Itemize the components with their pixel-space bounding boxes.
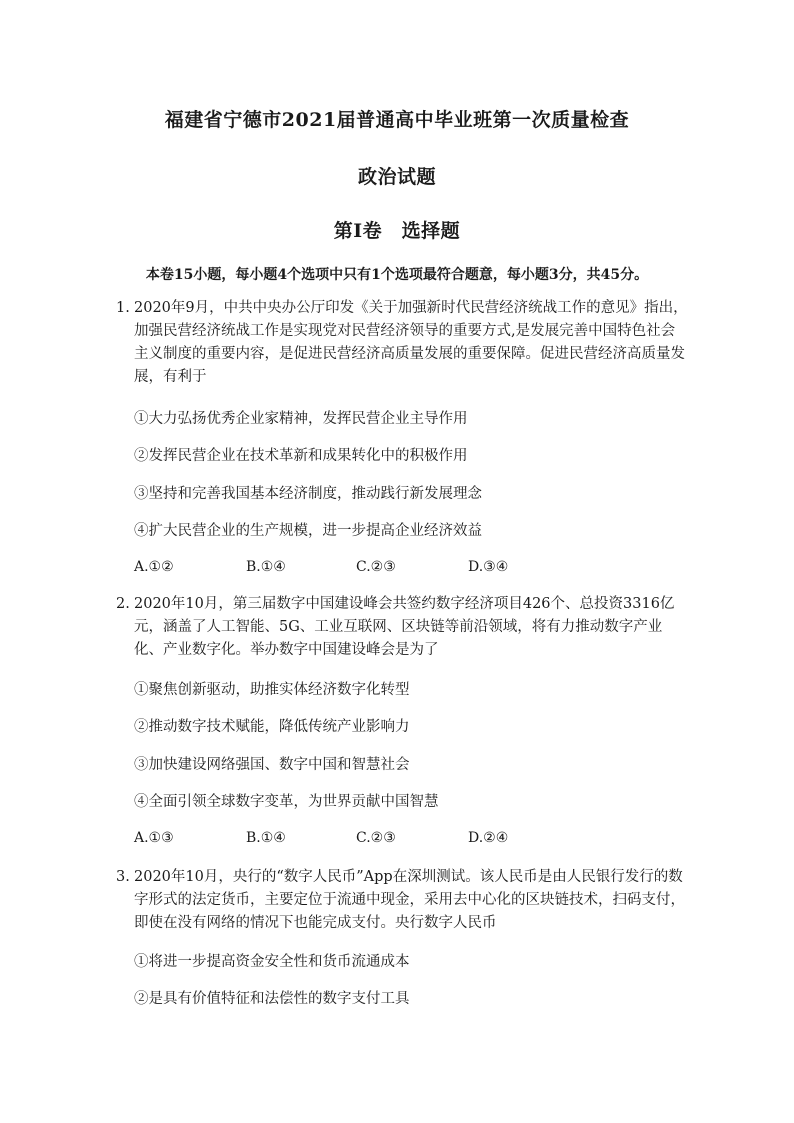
question-number: 3.: [116, 869, 130, 885]
question-stem: 2020年9月，中共中央办公厅印发《关于加强新时代民营经济统战工作的意见》指出，加强民营经济统战工作是实现党对民营经济领导的重要方式,是发展完善中国特色社会主义制度的重要内容，是促进民营经济高质量发展的重要保障。促进民营经济高质量发展，有利于: [134, 300, 688, 385]
option-4: ④扩大民营企业的生产规模，进一步提高企业经济效益: [134, 523, 482, 539]
question-3: [118, 866, 688, 935]
option-3: ③加快建设网络强国、数字中国和智慧社会: [134, 757, 410, 773]
option-4: ④全面引领全球数字变革，为世界贡献中国智慧: [134, 794, 439, 810]
question-2: [118, 593, 688, 662]
subject-title: 政治试题: [357, 166, 436, 188]
exam-title: 福建省宁德市2021届普通高中毕业班第一次质量检查: [164, 109, 630, 131]
option-2: ②推动数字技术赋能，降低传统产业影响力: [134, 719, 410, 735]
answer-a: A.①②: [134, 559, 174, 575]
answer-c: C.②③: [356, 830, 396, 846]
section-title: 第Ⅰ卷 选择题: [333, 220, 461, 242]
question-stem: 2020年10月，央行的“数字人民币”App在深圳测试。该人民币是由人民银行发行的数字形式的法定货币，主要定位于流通中现金，采用去中心化的区块链技术，扫码支付，即使在没有网络的情况下也能完成支付。央行数字人民币: [134, 869, 685, 931]
answer-b: B.①④: [246, 830, 286, 846]
answer-d: D.③④: [468, 559, 509, 575]
answer-d: D.②④: [468, 830, 509, 846]
option-1: ①大力弘扬优秀企业家精神，发挥民营企业主导作用: [134, 411, 468, 427]
answer-c: C.②③: [356, 559, 396, 575]
option-2: ②是具有价值特征和法偿性的数字支付工具: [134, 991, 410, 1007]
question-1: [118, 297, 688, 389]
option-1: ①将进一步提高资金安全性和货币流通成本: [134, 954, 410, 970]
answer-a: A.①③: [134, 830, 174, 846]
answer-choices: [134, 559, 554, 579]
question-stem: 2020年10月，第三届数字中国建设峰会共签约数字经济项目426个、总投资3316亿元，涵盖了人工智能、5G、工业互联网、区块链等前沿领域，将有力推动数字产业化、产业数字化。举办数字中国建设峰会是为了: [134, 596, 675, 658]
question-number: 2.: [116, 596, 130, 612]
option-3: ③坚持和完善我国基本经济制度，推动践行新发展理念: [134, 486, 482, 502]
option-2: ②发挥民营企业在技术革新和成果转化中的积极作用: [134, 448, 468, 464]
option-1: ①聚焦创新驱动，助推实体经济数字化转型: [134, 682, 410, 698]
answer-b: B.①④: [246, 559, 286, 575]
answer-choices: [134, 830, 554, 850]
question-number: 1.: [116, 300, 130, 316]
section-instructions: 本卷15小题，每小题4个选项中只有1个选项最符合题意，每小题3分，共45分。: [145, 267, 649, 283]
